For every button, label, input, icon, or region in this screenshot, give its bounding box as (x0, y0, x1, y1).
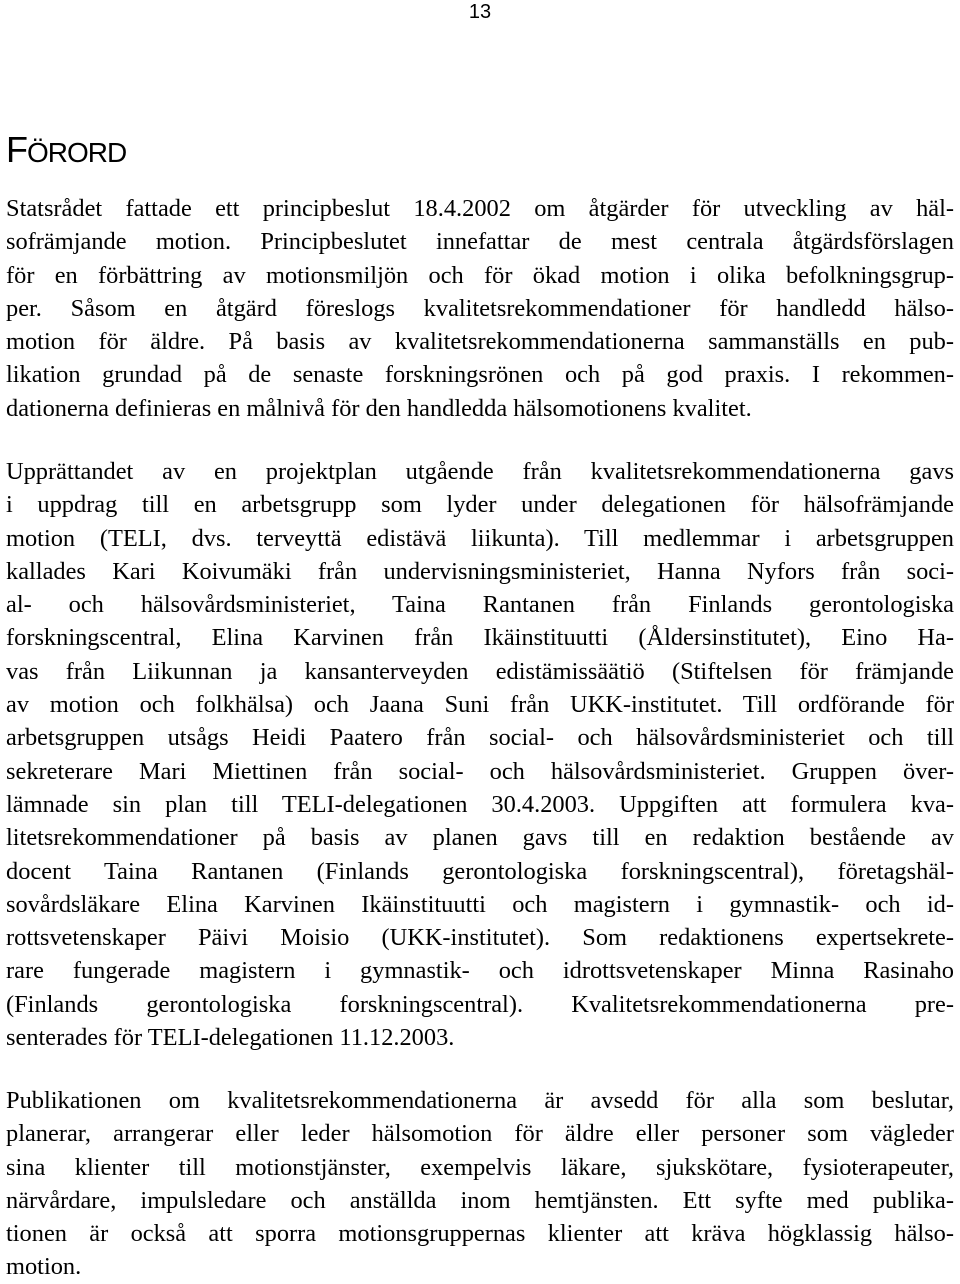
text-line: rare fungerade magistern i gymnastik- och idrottsvetenskaper Minna Rasinaho (6, 957, 954, 985)
text-line: (Finlands gerontologiska forskningscentral). Kvalitetsrekommendationerna pre- (6, 990, 954, 1018)
text-line: per. Såsom en åtgärd föreslogs kvalitetsrekommendationer för handledd hälso- (6, 294, 954, 322)
text-line: för en förbättring av motionsmiljön och för ökad motion i olika befolkningsgrup- (6, 261, 954, 289)
text-line: rottsvetenskaper Päivi Moisio (UKK-institutet). Som redaktionens expertsekrete- (6, 924, 954, 952)
text-line: likation grundad på de senaste forskningsrönen och på god praxis. I rekommen- (6, 361, 954, 389)
text-line: vas från Liikunnan ja kansanterveyden edistämissäätiö (Stiftelsen för främjande (6, 657, 954, 685)
text-line: i uppdrag till en arbetsgrupp som lyder under delegationen för hälsofrämjande (6, 491, 954, 519)
text-line: närvårdare, impulsledare och anställda inom hemtjänsten. Ett syfte med publika- (6, 1186, 954, 1214)
text-line: docent Taina Rantanen (Finlands gerontologiska forskningscentral), företagshäl- (6, 857, 954, 885)
text-line: Statsrådet fattade ett principbeslut 18.4.2002 om åtgärder för utveckling av häl- (6, 195, 954, 222)
section-heading: FÖRORD (6, 129, 127, 170)
text-line: motion för äldre. På basis av kvalitetsrekommendationerna sammanställs en pub- (6, 328, 954, 356)
text-line: kallades Kari Koivumäki från undervisningsministeriet, Hanna Nyfors från soci- (6, 557, 954, 585)
text-line: tionen är också att sporra motionsgruppernas klienter att kräva högklassig hälso- (6, 1220, 954, 1248)
text-line: sofrämjande motion. Principbeslutet innefattar de mest centrala åtgärdsförslagen (6, 228, 954, 256)
text-line: Publikationen om kvalitetsrekommendationerna är avsedd för alla som beslutar, (6, 1087, 954, 1114)
page-number: 13 (468, 1, 492, 23)
text-line: sina klienter till motionstjänster, exempelvis läkare, sjukskötare, fysioterapeuter, (6, 1153, 954, 1181)
text-line: planerar, arrangerar eller leder hälsomotion för äldre eller personer som vägleder (6, 1120, 954, 1148)
text-line: av motion och folkhälsa) och Jaana Suni från UKK-institutet. Till ordförande för (6, 691, 954, 719)
text-line: sovårdsläkare Elina Karvinen Ikäinstituutti och magistern i gymnastik- och id- (6, 890, 954, 918)
paragraph-3 (6, 1084, 954, 1284)
text-line: arbetsgruppen utsågs Heidi Paatero från social- och hälsovårdsministeriet och till (6, 724, 954, 752)
paragraph-2 (6, 455, 954, 1054)
text-line: forskningscentral, Elina Karvinen från Ikäinstituutti (Åldersinstitutet), Eino Ha- (6, 624, 954, 652)
text-line: sekreterare Mari Miettinen från social- och hälsovårdsministeriet. Gruppen över- (6, 757, 954, 785)
text-line: dationerna definieras en målnivå för den handledda hälsomotionens kvalitet. (6, 394, 752, 422)
text-line: motion (TELI, dvs. terveyttä edistävä liikunta). Till medlemmar i arbetsgruppen (6, 524, 954, 552)
text-line: litetsrekommendationer på basis av planen gavs till en redaktion bestående av (6, 824, 954, 852)
paragraph-1 (6, 192, 954, 425)
text-line: al- och hälsovårdsministeriet, Taina Rantanen från Finlands gerontologiska (6, 591, 954, 619)
text-line: motion. (6, 1253, 82, 1281)
text-line: Upprättandet av en projektplan utgående från kvalitetsrekommendationerna gavs (6, 458, 954, 485)
text-line: lämnade sin plan till TELI-delegationen 30.4.2003. Uppgiften att formulera kva- (6, 790, 954, 818)
text-line: senterades för TELI-delegationen 11.12.2003. (6, 1024, 455, 1052)
